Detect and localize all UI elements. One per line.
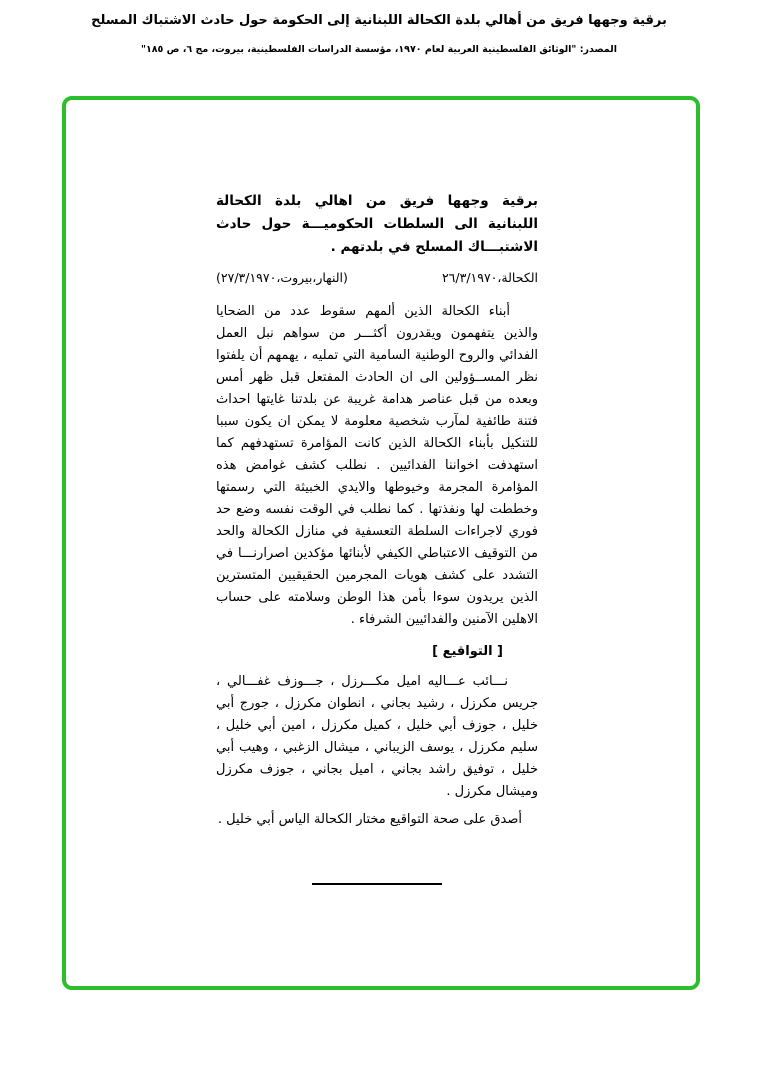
end-divider	[312, 883, 442, 885]
document-text-column	[216, 190, 538, 885]
page-header	[0, 0, 758, 56]
source-citation: المصدر: "الوثائق الفلسطينية العربية لعام ١٩٧٠، مؤسسة الدراسات الفلسطينية، بيروت، مج ٦، ص ١٨٥"	[140, 44, 618, 55]
attestation-line: أصدق على صحة التواقيع مختار الكحالة الياس أبي خليل .	[217, 812, 522, 827]
document-frame	[62, 96, 700, 990]
dateline-place-date: الكحالة،٢٦/٣/١٩٧٠	[441, 270, 538, 285]
signatures-list: نـــائب عـــاليه اميل مكـــرزل ، جـــوزف غفـــالي ، جريس مكرزل ، رشيد بجاني ، انطوان مكرزل ، جورج أبي خليل ، جوزف أبي خليل ، كميل مكرزل ، امين أبي خليل ، سليم مكرزل ، يوسف الزيباني ، ميشال الزغبي ، وهيب أبي خليل ، توفيق راشد بجاني ، اميل بجاني ، جوزف مكرزل وميشال مكرزل .	[216, 674, 538, 799]
signatures-heading: [ التواقيع ]	[432, 644, 503, 659]
telegram-heading: برقية وجهها فريق من اهالي بلدة الكحالة اللبنانية الى السلطات الحكوميـــة حول حادث الاشتبـــاك المسلح في بلدتهم .	[216, 193, 538, 255]
telegram-body: أبناء الكحالة الذين ألمهم سقوط عدد من الضحايا والذين يتفهمون ويقدرون أكثـــر من سواهم نبل العمل الفدائي والروح الوطنية السامية التي تمليه ، يهمهم أن يلفتوا نظر المســؤولين الى ان الحادث المفتعل قبل ظهر أمس وبعده من قبل عناصر هدامة غريبة عن بلدتنا غايتها احداث فتنة طائفية لمآرب شخصية معلومة لا يمكن ان يكون سببا للتنكيل بأبناء الكحالة الذين كانت المؤامرة تستهدفهم كما استهدفت اخواننا الفدائيين . نطلب كشف غوامض هذه المؤامرة المجرمة وخيوطها والايدي الخبيثة التي رسمتها وخططت لها ونفذتها . كما نطلب في الوقت نفسه وضع حد فوري لاجراءات السلطة التعسفية في منازل الكحالة والحد من التوقيف الاعتباطي الكيفي لأبنائها مؤكدين اصرارنـــا في التشدد على كشف هويات المجرمين الحقيقيين المتسترين الذين يريدون سوءا بأمن هذا الوطن وسلامته على حساب الاهلين الآمنين والفدائيين الشرفاء .	[216, 304, 538, 627]
page-title: برقية وجهها فريق من أهالي بلدة الكحالة اللبنانية إلى الحكومة حول حادث الاشتباك المسلح	[91, 13, 667, 28]
dateline-publication: (النهار،بيروت،٢٧/٣/١٩٧٠)	[216, 270, 348, 285]
dateline	[216, 267, 538, 289]
